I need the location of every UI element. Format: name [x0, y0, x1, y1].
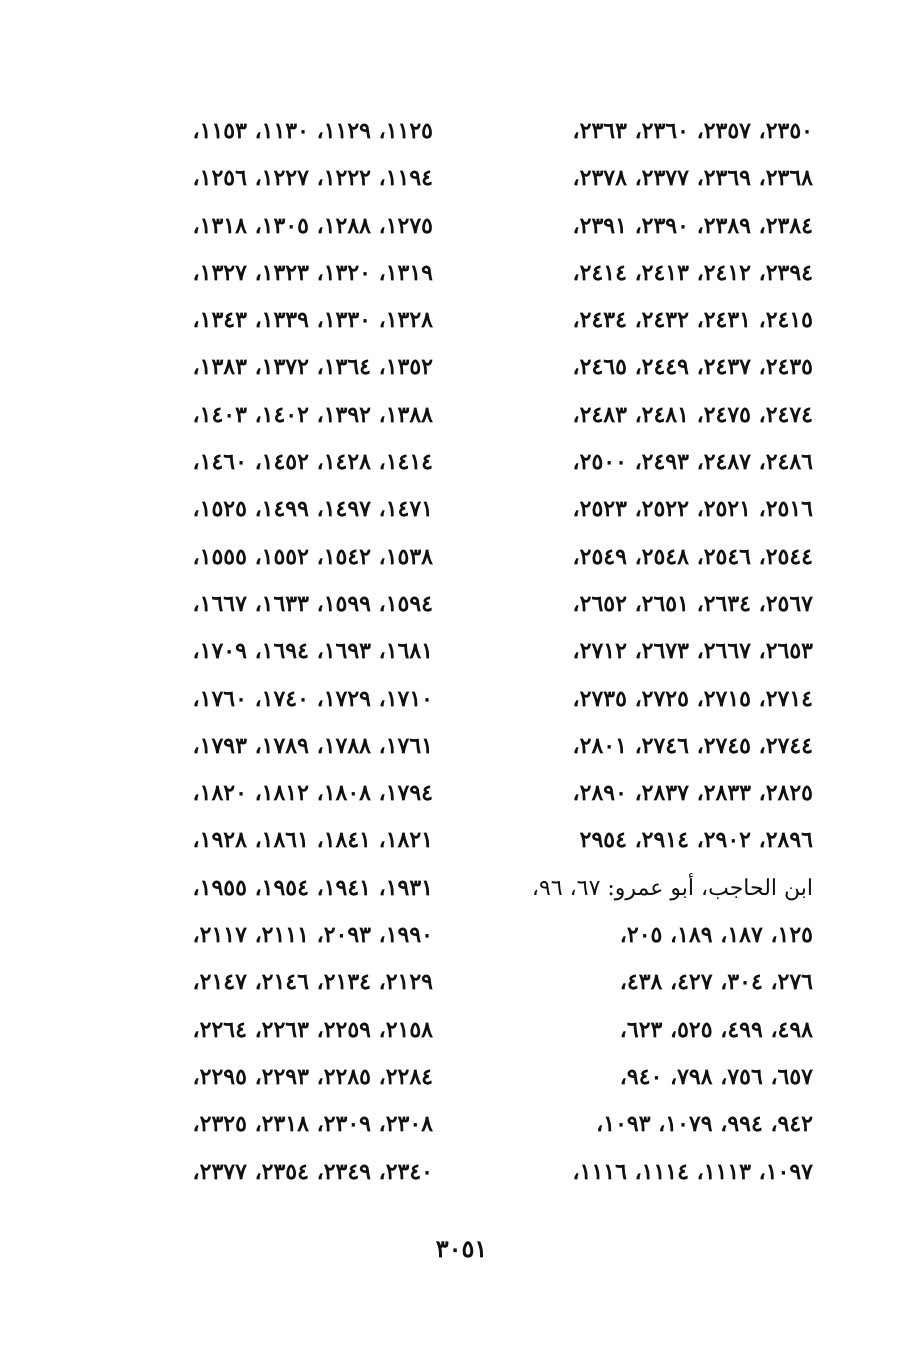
- index-line: ٢٥٤٤، ٢٥٤٦، ٢٥٤٨، ٢٥٤٩،: [572, 543, 813, 570]
- index-column-right: [483, 108, 813, 1196]
- index-line: ٢٣٥٠، ٢٣٥٧، ٢٣٦٠، ٢٣٦٣،: [572, 118, 813, 144]
- index-line: ٢١٢٩، ٢١٣٤، ٢١٤٦، ٢١٤٧،: [192, 969, 433, 996]
- index-line: ٢٣٤٠، ٢٣٤٩، ٢٣٥٤، ٢٣٧٧،: [192, 1158, 433, 1185]
- index-line: ١٢٧٥، ١٢٨٨، ١٣٠٥، ١٣١٨،: [192, 212, 433, 239]
- page-number: ٣٠٥١: [435, 1234, 488, 1263]
- index-line: ٢٤١٥، ٢٤٣١، ٢٤٣٢، ٢٤٣٤،: [572, 307, 813, 334]
- index-line: ٢٤٧٤، ٢٤٧٥، ٢٤٨١، ٢٤٨٣،: [572, 401, 813, 428]
- index-line: ٢٣٨٤، ٢٣٨٩، ٢٣٩٠، ٢٣٩١،: [572, 212, 813, 239]
- index-line: ٢٤٨٦، ٢٤٨٧، ٢٤٩٣، ٢٥٠٠،: [572, 449, 813, 476]
- index-line: ٦٥٧، ٧٥٦، ٧٩٨، ٩٤٠،: [619, 1063, 813, 1090]
- index-line: ٢١٥٨، ٢٢٥٩، ٢٢٦٣، ٢٢٦٤،: [192, 1016, 433, 1043]
- index-line: ١٧٦١، ١٧٨٨، ١٧٨٩، ١٧٩٣،: [192, 732, 433, 759]
- index-line: ٢٨٢٥، ٢٨٣٣، ٢٨٣٧، ٢٨٩٠،: [572, 780, 813, 807]
- index-line: ١٠٩٧، ١١١٣، ١١١٤، ١١١٦،: [572, 1158, 813, 1185]
- index-line: ١٤٧١، ١٤٩٧، ١٤٩٩، ١٥٢٥،: [192, 496, 433, 523]
- index-line: ٢٥٦٧، ٢٦٣٤، ٢٦٥١، ٢٦٥٢،: [572, 590, 813, 617]
- index-line: ٢٥١٦، ٢٥٢١، ٢٥٢٢، ٢٥٢٣،: [572, 496, 813, 523]
- index-line: ١٧١٠، ١٧٢٩، ١٧٤٠، ١٧٦٠،: [192, 685, 433, 712]
- index-line: ١٧٩٤، ١٨٠٨، ١٨١٢، ١٨٢٠،: [192, 780, 433, 807]
- index-line: ١٣١٩، ١٣٢٠، ١٣٢٣، ١٣٢٧،: [192, 259, 433, 286]
- index-line: ٢٣٩٤، ٢٤١٢، ٢٤١٣، ٢٤١٤،: [572, 259, 813, 286]
- index-line: ٢٣٦٨، ٢٣٦٩، ٢٣٧٧، ٢٣٧٨،: [572, 165, 813, 192]
- index-line: ٢٢٨٤، ٢٢٨٥، ٢٢٩٣، ٢٢٩٥،: [192, 1063, 433, 1090]
- index-line: ١٦٨١، ١٦٩٣، ١٦٩٤، ١٧٠٩،: [192, 638, 433, 665]
- index-line: ٢٣٠٨، ٢٣٠٩، ٢٣١٨، ٢٣٢٥،: [192, 1111, 433, 1138]
- index-line: ١٩٣١، ١٩٤١، ١٩٥٤، ١٩٥٥،: [192, 874, 433, 901]
- index-column-left: [113, 108, 433, 1196]
- index-line: ١٣٢٨، ١٣٣٠، ١٣٣٩، ١٣٤٣،: [192, 307, 433, 334]
- index-line: ٢٧٦، ٣٠٤، ٤٢٧، ٤٣٨،: [619, 969, 813, 996]
- index-line: ١٨٢١، ١٨٤١، ١٨٦١، ١٩٢٨،: [192, 827, 433, 854]
- index-line: ١٩٩٠، ٢٠٩٣، ٢١١١، ٢١١٧،: [192, 922, 433, 949]
- index-heading-entry: ابن الحاجب، أبو عمرو: ٦٧، ٩٦،: [531, 875, 813, 901]
- index-line: ١٥٩٤، ١٥٩٩، ١٦٣٣، ١٦٦٧،: [192, 590, 433, 617]
- index-line: ٢٦٥٣، ٢٦٦٧، ٢٦٧٣، ٢٧١٢،: [572, 638, 813, 665]
- index-line: ١٥٣٨، ١٥٤٢، ١٥٥٢، ١٥٥٥،: [192, 543, 433, 570]
- index-line: ١٤١٤، ١٤٢٨، ١٤٥٢، ١٤٦٠،: [192, 449, 433, 476]
- index-line: ١٢٥، ١٨٧، ١٨٩، ٢٠٥،: [619, 922, 813, 949]
- index-line: ١١٩٤، ١٢٢٢، ١٢٢٧، ١٢٥٦،: [192, 165, 433, 192]
- index-line: ٢٨٩٦، ٢٩٠٢، ٢٩١٤، ٢٩٥٤: [579, 827, 813, 854]
- index-line: ٢٧٤٤، ٢٧٤٥، ٢٧٤٦، ٢٨٠١،: [572, 732, 813, 759]
- index-line: ٩٤٢، ٩٩٤، ١٠٧٩، ١٠٩٣،: [596, 1111, 813, 1138]
- index-line: ١١٢٥، ١١٢٩، ١١٣٠، ١١٥٣،: [192, 118, 433, 144]
- index-line: ٢٤٣٥، ٢٤٣٧، ٢٤٤٩، ٢٤٦٥،: [572, 354, 813, 381]
- index-line: ٤٩٨، ٤٩٩، ٥٢٥، ٦٢٣،: [619, 1016, 813, 1043]
- index-line: ١٣٥٢، ١٣٦٤، ١٣٧٢، ١٣٨٣،: [192, 354, 433, 381]
- index-line: ٢٧١٤، ٢٧١٥، ٢٧٢٥، ٢٧٣٥،: [572, 685, 813, 712]
- index-line: ١٣٨٨، ١٣٩٢، ١٤٠٢، ١٤٠٣،: [192, 401, 433, 428]
